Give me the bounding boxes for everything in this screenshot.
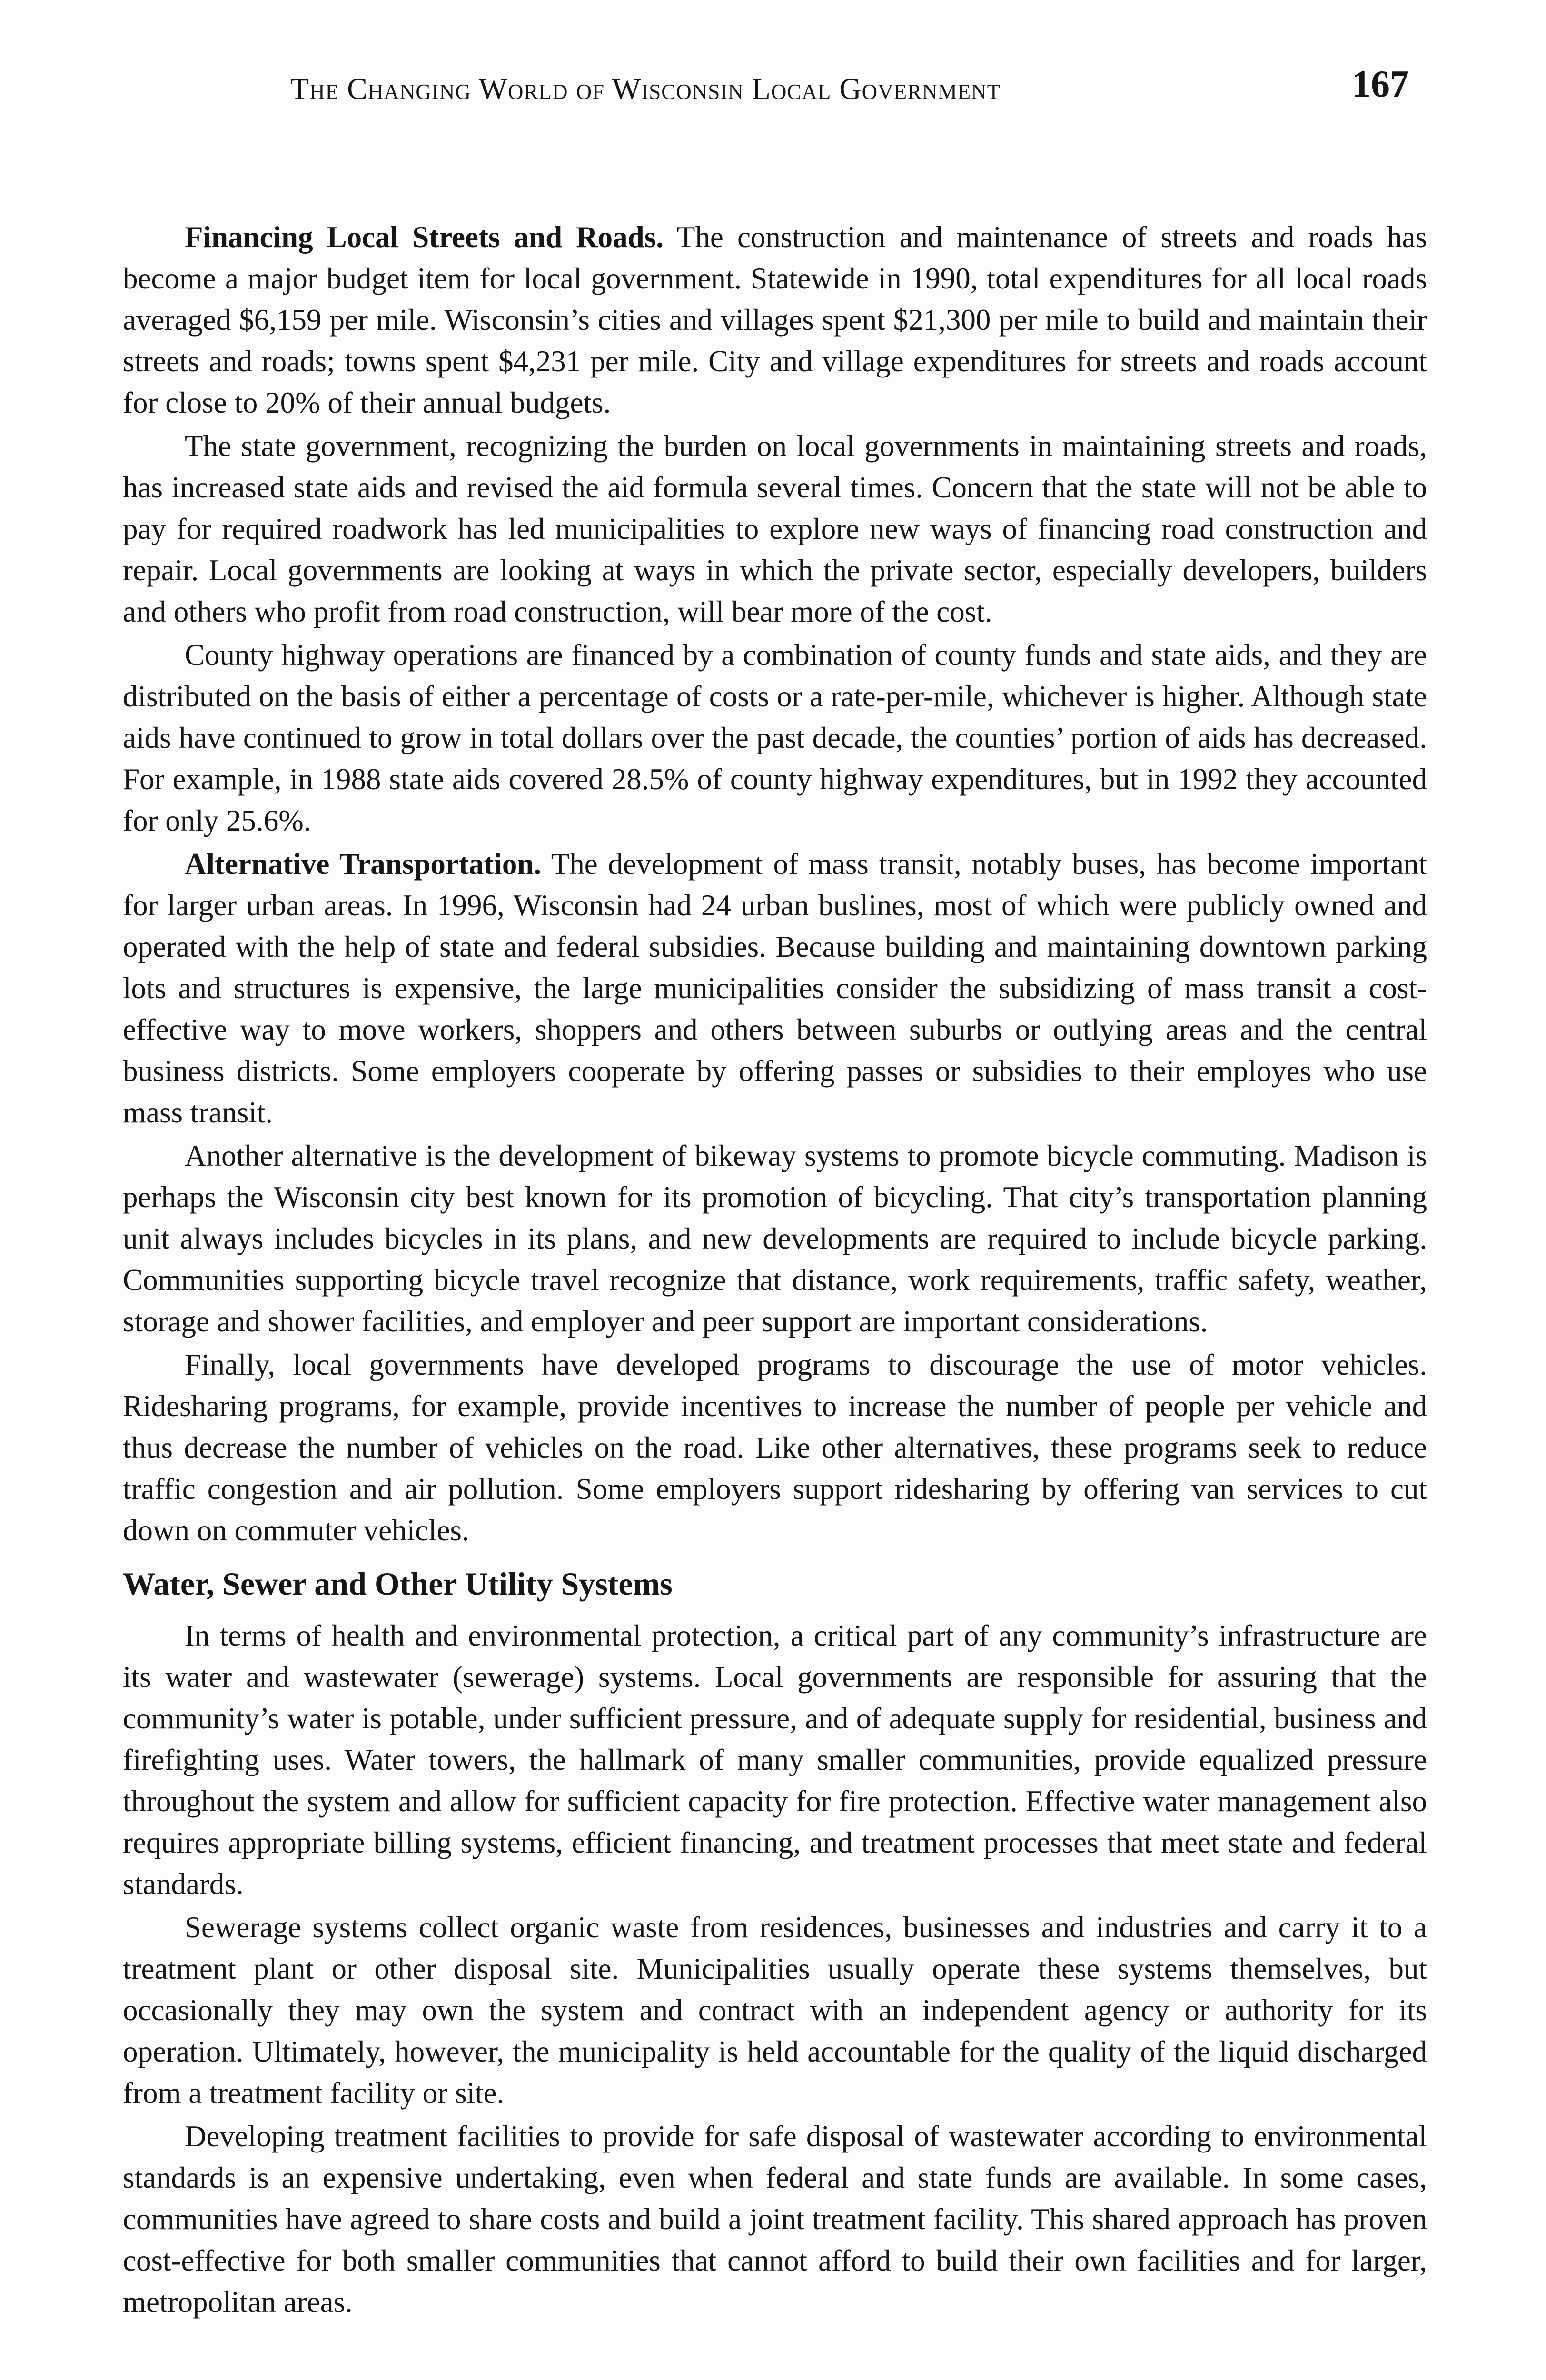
paragraph-streets-roads [123, 217, 1427, 424]
paragraph-ridesharing: Finally, local governments have developed programs to discourage the use of motor vehicles. Ridesharing programs, for example, provide incentives to increase the number of people per vehicle and thus decrease the number of vehicles on the road. Like other alternatives, these programs seek to reduce traffic congestion and air pollution. Some employers support ridesharing by offering van services to cut down on commuter vehicles. [123, 1348, 1427, 1547]
paragraph-text: The development of mass transit, notably buses, has become important for larger urban areas. In 1996, Wisconsin had 24 urban buslines, most of which were publicly owned and operated with the help of state and federal subsidies. Because building and maintaining downtown parking lots and structures is expensive, the large municipalities consider the subsidizing of mass transit a cost-effective way to move workers, shoppers and others between suburbs or outlying areas and the central business districts. Some employers cooperate by offering passes or subsidies to their employes who use mass transit. [123, 847, 1427, 1129]
page-body [123, 217, 1427, 2323]
paragraph-water-systems: In terms of health and environmental protection, a critical part of any community’s infrastructure are its water and wastewater (sewerage) systems. Local governments are responsible for assuring that the community’s water is potable, under sufficient pressure, and of adequate supply for residential, business and firefighting uses. Water towers, the hallmark of many smaller communities, provide equalized pressure throughout the system and allow for sufficient capacity for fire protection. Effective water management also requires appropriate billing systems, efficient financing, and treatment processes that meet state and federal standards. [123, 1619, 1427, 1901]
paragraph-county-highway: County highway operations are financed by a combination of county funds and state aids, and they are distributed on the basis of either a percentage of costs or a rate-per-mile, whichever is higher. Although state aids have continued to grow in total dollars over the past decade, the counties’ portion of aids has decreased. For example, in 1988 state aids covered 28.5% of county highway expenditures, but in 1992 they accounted for only 25.6%. [123, 638, 1427, 837]
paragraph-alternative-transportation [123, 843, 1427, 1133]
paragraph-treatment-facilities: Developing treatment facilities to provide for safe disposal of wastewater according to environmental standards is an expensive undertaking, even when federal and state funds are available. In some cases, communities have agreed to share costs and build a joint treatment facility. This shared approach has proven cost-effective for both smaller communities that cannot afford to build their own facilities and for larger, metropolitan areas. [123, 2120, 1427, 2319]
section-heading-utility-systems: Water, Sewer and Other Utility Systems [123, 1566, 673, 1602]
running-head: The Changing World of Wisconsin Local Government [290, 72, 1001, 106]
page-number: 167 [1352, 63, 1409, 105]
paragraph-sewerage-systems: Sewerage systems collect organic waste from residences, businesses and industries and carry it to a treatment plant or other disposal site. Municipalities usually operate these systems themselves, but occasionally they may own the system and contract with an independent agency or authority for its operation. Ultimately, however, the municipality is held accountable for the quality of the liquid discharged from a treatment facility or site. [123, 1911, 1427, 2110]
paragraph-bikeways: Another alternative is the development of bikeway systems to promote bicycle commuting. Madison is perhaps the Wisconsin city best known for its promotion of bicycling. That city’s transportation planning unit always includes bicycles in its plans, and new developments are required to include bicycle parking. Communities supporting bicycle travel recognize that distance, work requirements, traffic safety, weather, storage and shower facilities, and employer and peer support are important considerations. [123, 1139, 1427, 1338]
run-in-heading-alternative-transportation: Alternative Transportation. [185, 847, 542, 881]
run-in-heading-streets-roads: Financing Local Streets and Roads. [185, 220, 664, 254]
paragraph-text: The construction and maintenance of streets and roads has become a major budget item for local government. Statewide in 1990, total expenditures for all local roads averaged $6,159 per mile. Wisconsin’s cities and villages spent $21,300 per mile to build and maintain their streets and roads; towns spent $4,231 per mile. City and village expenditures for streets and roads account for close to 20% of their annual budgets. [123, 220, 1427, 419]
paragraph-state-aids: The state government, recognizing the burden on local governments in maintaining streets and roads, has increased state aids and revised the aid formula several times. Concern that the state will not be able to pay for required roadwork has led municipalities to explore new ways of financing road construction and repair. Local governments are looking at ways in which the private sector, especially developers, builders and others who profit from road construction, will bear more of the cost. [123, 429, 1427, 628]
